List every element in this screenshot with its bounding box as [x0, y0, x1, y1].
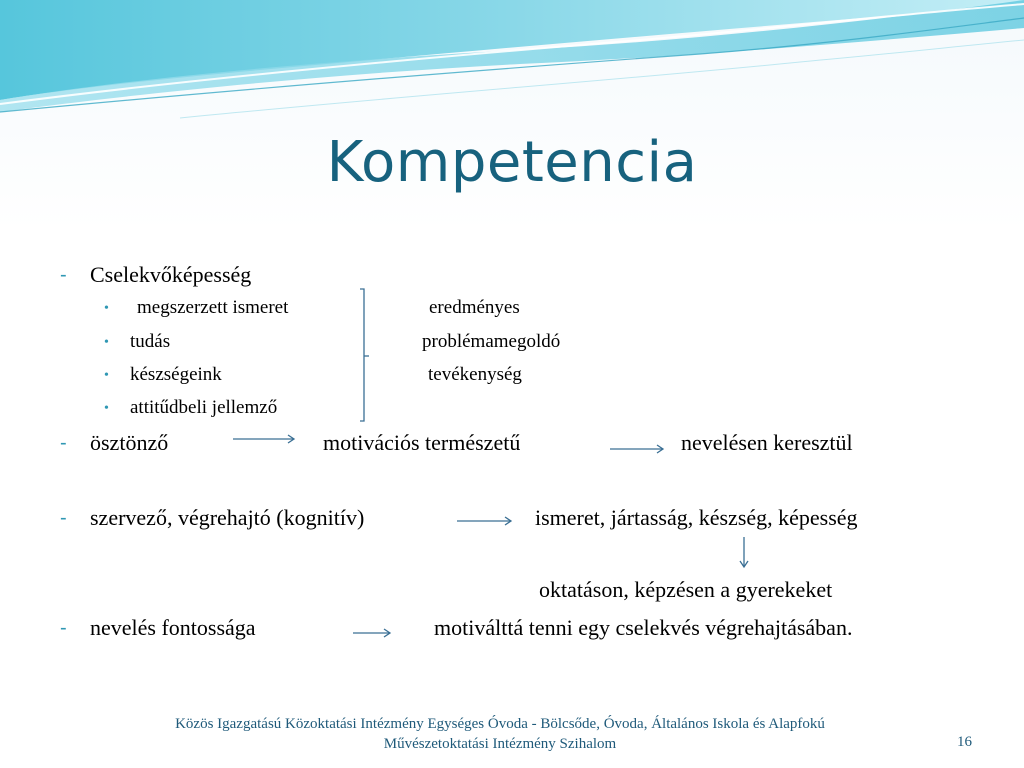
- footer-line-1: Közös Igazgatású Közoktatási Intézmény Egységes Óvoda - Bölcsőde, Óvoda, Általános Iskola és Alapfokú: [175, 716, 825, 732]
- osztonzo-text: ösztönző: [90, 430, 169, 455]
- bullet-marker: •: [104, 401, 109, 416]
- bullet-marker: •: [104, 335, 109, 350]
- sub-item-2: tudás: [130, 331, 171, 352]
- dash-marker: -: [60, 432, 67, 454]
- motivaltta-text: motiválttá tenni egy cselekvés végrehajtásában.: [434, 615, 853, 640]
- arrow-down-icon: [740, 537, 748, 567]
- page-number: 16: [957, 734, 972, 750]
- arrow-right-icon: [353, 629, 390, 637]
- arrow-right-icon: [610, 445, 663, 453]
- result-item-2: problémamegoldó: [422, 331, 561, 352]
- cselekvo-text: Cselekvőképesség: [90, 262, 252, 287]
- dash-marker: -: [60, 264, 67, 286]
- arrow-right-icon: [233, 435, 294, 443]
- bullet-marker: •: [104, 368, 109, 383]
- neveles-fontossaga-text: nevelés fontossága: [90, 615, 256, 640]
- dash-marker: -: [60, 617, 67, 639]
- result-item-3: tevékenység: [428, 364, 522, 385]
- ismeret-list-text: ismeret, jártasság, készség, képesség: [535, 505, 858, 530]
- footer-line-2: Művészetoktatási Intézmény Szihalom: [383, 736, 617, 752]
- sub-item-4: attitűdbeli jellemző: [130, 397, 278, 418]
- sub-item-1: megszerzett ismeret: [137, 297, 289, 318]
- bracket-icon: [360, 289, 369, 421]
- neveles-keresztul-text: nevelésen keresztül: [681, 430, 853, 455]
- oktatason-text: oktatáson, képzésen a gyerekeket: [539, 577, 833, 602]
- sub-item-3: készségeink: [130, 364, 222, 385]
- dash-marker: -: [60, 507, 67, 529]
- slide-title: Kompetencia: [326, 130, 698, 195]
- motivacios-text: motivációs természetű: [323, 430, 521, 455]
- bullet-marker: •: [104, 301, 109, 316]
- arrow-right-icon: [457, 517, 511, 525]
- result-item-1: eredményes: [429, 297, 520, 318]
- szervezo-text: szervező, végrehajtó (kognitív): [90, 505, 365, 530]
- footer: [80, 714, 920, 754]
